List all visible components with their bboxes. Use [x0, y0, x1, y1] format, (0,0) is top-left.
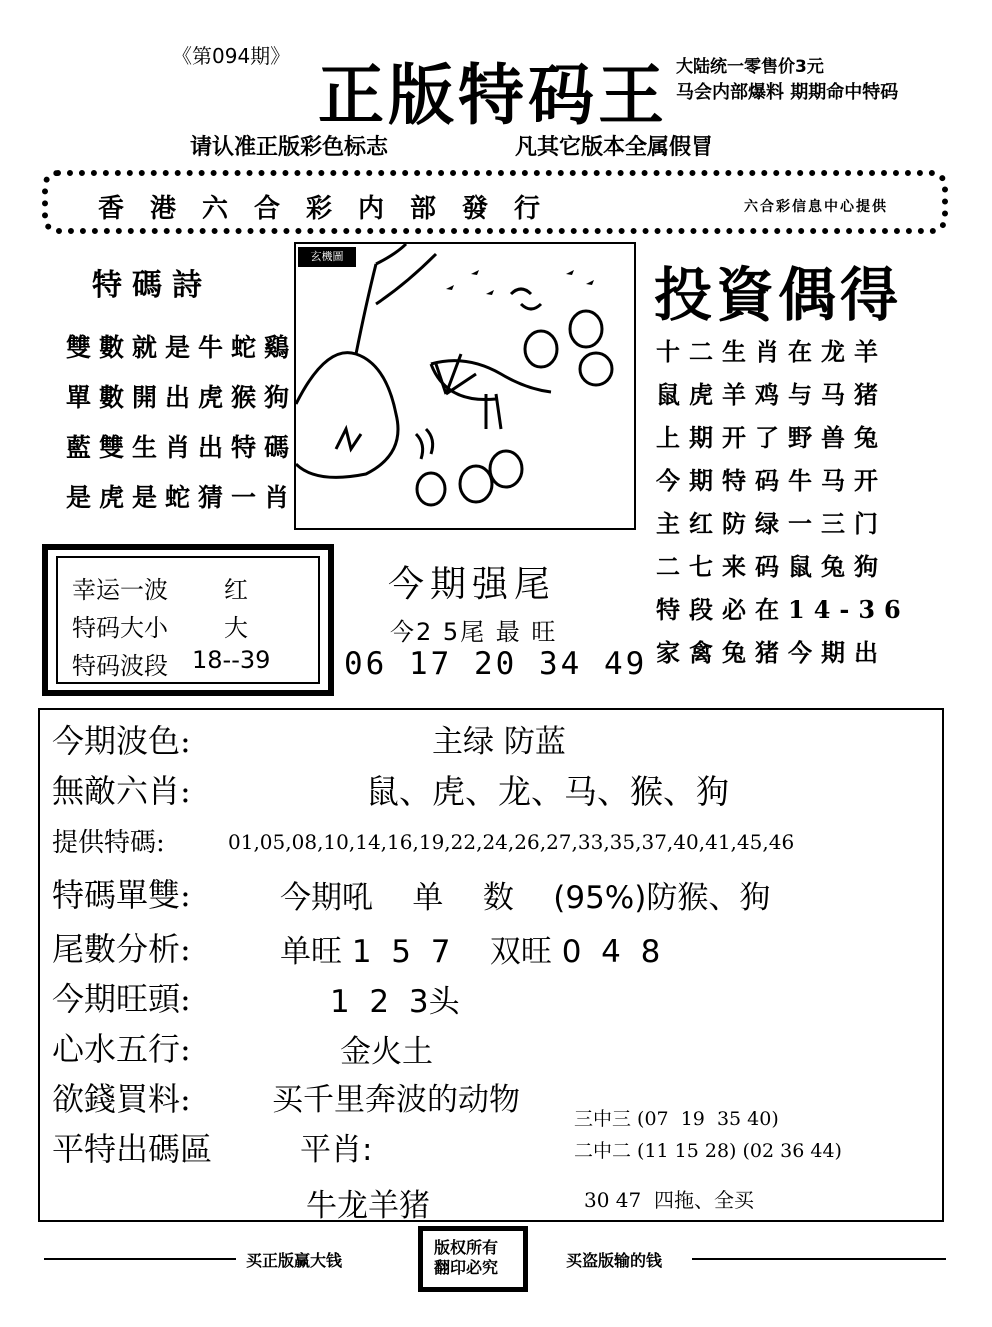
invest-line: 今期特码牛马开: [656, 466, 887, 495]
lucky-label: 特码大小: [72, 614, 168, 642]
price-note: 大陆统一零售价3元: [676, 57, 824, 77]
invest-line: 特段必在14-36: [656, 595, 910, 624]
poem-line: 藍雙生肖出特碼: [66, 433, 298, 462]
lucky-value: 大: [224, 614, 248, 642]
strong-tail-numbers: 06 17 20 34 49: [344, 646, 648, 682]
invest-line: 上期开了野兽兔: [656, 423, 887, 452]
lucky-label: 特码波段: [72, 652, 168, 680]
six-zodiac-value: 鼠、虎、龙、马、猴、狗: [366, 772, 729, 811]
tail-analysis-label: 尾數分析:: [52, 930, 191, 968]
flat-zodiac-value: 牛龙羊猪: [306, 1188, 430, 1224]
authenticity-note: 请认准正版彩色标志: [190, 135, 389, 160]
hot-head-label: 今期旺頭:: [52, 980, 191, 1018]
flat-zodiac-label: 平肖:: [300, 1132, 373, 1168]
banner-sub-text: 六合彩信息中心提供: [744, 199, 888, 215]
poem-title: 特碼詩: [92, 268, 212, 303]
page-title: 正版特码王: [318, 56, 668, 134]
invest-line: 家禽兔猪今期出: [656, 638, 887, 667]
issue-number: 《第094期》: [172, 44, 291, 68]
hot-head-value: 1 2 3头: [330, 984, 460, 1020]
six-zodiac-label: 無敵六肖:: [52, 772, 191, 810]
stamp-line: 版权所有: [434, 1238, 499, 1257]
footer-right-text: 买盗版输的钱: [566, 1251, 663, 1270]
strong-tail-subtitle: 今2 5尾 最 旺: [390, 618, 558, 646]
five-elements-label: 心水五行:: [52, 1030, 191, 1068]
invest-line: 二七来码鼠兔狗: [656, 552, 887, 581]
picture-tag: 玄機圖: [298, 247, 356, 267]
odd-even-label: 特碼單雙:: [52, 876, 191, 914]
lucky-value: 18--39: [192, 646, 271, 674]
tail-analysis-value: 单旺 1 5 7 双旺 0 4 8: [280, 934, 661, 970]
banner-main-text: 香港六合彩内部發行: [98, 194, 567, 224]
riddle-illustration: [294, 242, 636, 530]
wave-value: 主绿 防蓝: [432, 724, 566, 760]
two-in-two: 二中二 (11 15 28) (02 36 44): [574, 1140, 842, 1162]
invest-line: 十二生肖在龙羊: [656, 337, 887, 366]
bird-branch-drawing: [296, 244, 634, 528]
odd-even-value: 今期吼 单 数 (95%)防猴、狗: [280, 880, 771, 916]
four-tow-line: 30 47 四拖、全买: [584, 1188, 754, 1212]
counterfeit-warning: 凡其它版本全属假冒: [515, 135, 714, 160]
five-elements-value: 金火土: [340, 1034, 433, 1070]
lucky-label: 幸运一波: [72, 576, 168, 604]
provide-label: 提供特碼:: [52, 828, 165, 858]
provide-value: 01,05,08,10,14,16,19,22,24,26,27,33,35,37,40,41,45,46: [228, 830, 795, 854]
copyright-stamp-text: [434, 1238, 498, 1278]
tagline: 马会内部爆料 期期命中特码: [676, 82, 899, 103]
footer-rule-right: [692, 1258, 946, 1260]
invest-line: 鼠虎羊鸡与马猪: [656, 380, 887, 409]
poem-line: 單數開出虎猴狗: [66, 383, 298, 412]
strong-tail-title: 今期强尾: [388, 564, 557, 605]
three-in-three: 三中三 (07 19 35 40): [574, 1108, 779, 1130]
footer-rule-left: [44, 1258, 236, 1260]
wave-label: 今期波色:: [52, 722, 191, 760]
lucky-value: 红: [224, 576, 248, 604]
stamp-line: 翻印必究: [434, 1258, 499, 1277]
invest-line: 主红防绿一三门: [656, 509, 887, 538]
poem-line: 雙數就是牛蛇鷄: [66, 333, 298, 362]
buy-hint-label: 欲錢買料:: [52, 1080, 191, 1118]
flat-special-label: 平特出碼區: [52, 1130, 213, 1168]
footer-left-text: 买正版赢大钱: [246, 1251, 343, 1270]
buy-hint-value: 买千里奔波的动物: [272, 1082, 520, 1118]
poem-line: 是虎是蛇猜一肖: [66, 483, 298, 512]
invest-title: 投資偶得: [654, 261, 903, 329]
